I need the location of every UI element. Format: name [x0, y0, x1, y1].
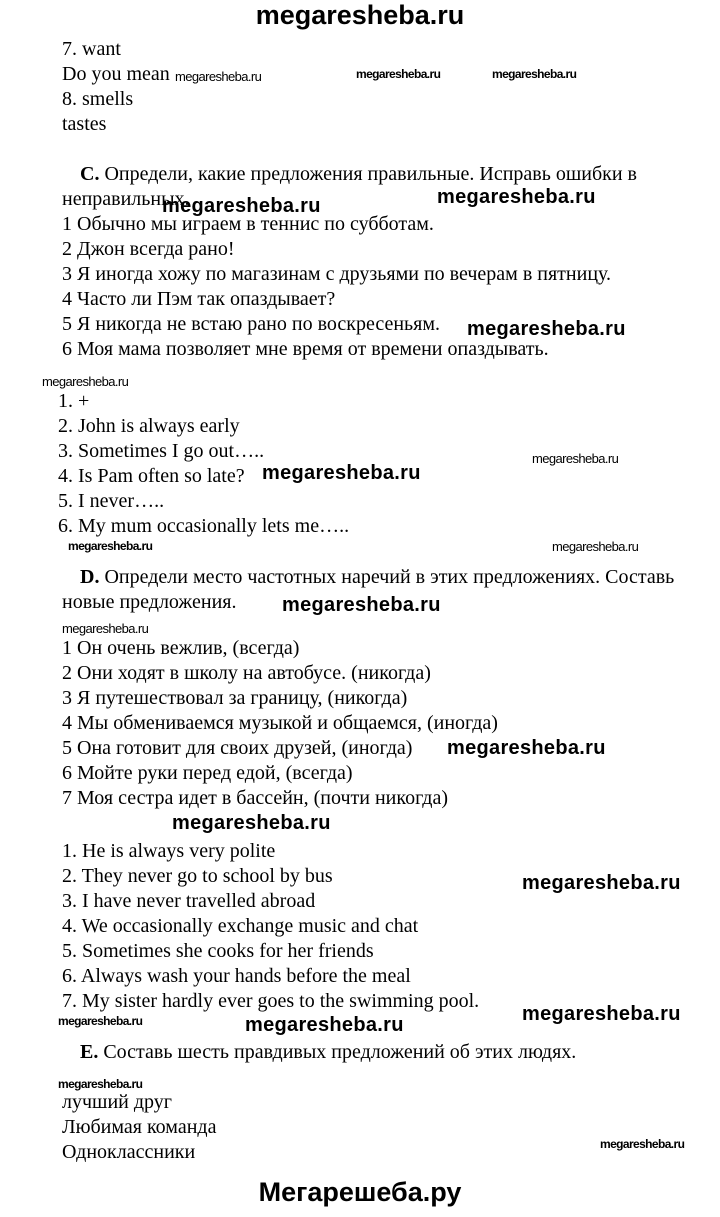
exercise-item: 7 Моя сестра идет в бассейн, (почти никогда): [62, 787, 448, 809]
watermark: megaresheba.ru: [62, 621, 149, 636]
watermark: megaresheba.ru: [437, 186, 596, 208]
exercise-item: 2 Джон всегда рано!: [62, 238, 235, 260]
exercise-item: 4 Часто ли Пэм так опаздывает?: [62, 288, 336, 310]
watermark: megaresheba.ru: [282, 594, 441, 616]
watermark: megaresheba.ru: [262, 462, 421, 484]
site-footer: Мегарешеба.ру: [258, 1177, 462, 1207]
exercise-item: 5 Я никогда не встаю рано по воскресеньям.: [62, 313, 441, 335]
section-letter: E.: [80, 1041, 99, 1063]
exercise-item: 6 Мойте руки перед едой, (всегда): [62, 762, 353, 784]
answer-line: 5. Sometimes she cooks for her friends: [62, 940, 374, 962]
watermark: megaresheba.ru: [162, 195, 321, 217]
watermark: megaresheba.ru: [245, 1014, 404, 1036]
watermark: megaresheba.ru: [522, 1003, 681, 1025]
exercise-item: лучший друг: [62, 1091, 172, 1113]
answer-line: 6. Always wash your hands before the meal: [62, 965, 411, 987]
watermark: megaresheba.ru: [42, 374, 129, 389]
section-letter: C.: [80, 163, 100, 185]
watermark: megaresheba.ru: [447, 737, 606, 759]
answer-line: 7. want: [62, 38, 121, 60]
answer-line: 2. John is always early: [58, 415, 240, 437]
watermark: megaresheba.ru: [492, 67, 577, 81]
watermark: megaresheba.ru: [175, 69, 262, 84]
exercise-item: 1 Обычно мы играем в теннис по субботам.: [62, 213, 434, 235]
answer-line: tastes: [62, 113, 107, 135]
watermark: megaresheba.ru: [356, 67, 441, 81]
section-letter: D.: [80, 566, 100, 588]
site-header: megaresheba.ru: [255, 0, 465, 30]
answer-line: Do you mean: [62, 63, 170, 85]
exercise-item: Любимая команда: [62, 1116, 217, 1138]
exercise-item: 1 Он очень вежлив, (всегда): [62, 637, 300, 659]
section-c-instruction-cont: неправильных.: [62, 188, 190, 210]
watermark: megaresheba.ru: [552, 539, 639, 554]
exercise-item: 5 Она готовит для своих друзей, (иногда): [62, 737, 413, 759]
watermark: megaresheba.ru: [600, 1137, 685, 1151]
answer-line: 2. They never go to school by bus: [62, 865, 333, 887]
section-d-instruction: [80, 565, 674, 589]
watermark: megaresheba.ru: [532, 451, 619, 466]
answer-line: 1. He is always very polite: [62, 840, 276, 862]
watermark: megaresheba.ru: [58, 1014, 143, 1028]
answer-line: 4. Is Pam often so late?: [58, 465, 245, 487]
section-c-instruction: [80, 162, 637, 186]
answer-line: 6. My mum occasionally lets me…..: [58, 515, 350, 537]
section-e-instruction: [80, 1040, 576, 1064]
watermark: megaresheba.ru: [172, 812, 331, 834]
instruction-text: Определи, какие предложения правильные. Исправь ошибки в: [104, 163, 638, 185]
answer-line: 1. +: [58, 390, 90, 412]
answer-line: 8. smells: [62, 88, 134, 110]
watermark: megaresheba.ru: [68, 539, 153, 553]
exercise-item: Одноклассники: [62, 1141, 196, 1163]
watermark: megaresheba.ru: [58, 1077, 143, 1091]
answer-line: 3. I have never travelled abroad: [62, 890, 316, 912]
section-d-instruction-cont: новые предложения.: [62, 591, 237, 613]
answer-line: 5. I never…..: [58, 490, 165, 512]
exercise-item: 2 Они ходят в школу на автобусе. (никогда): [62, 662, 431, 684]
answer-line: 3. Sometimes I go out…..: [58, 440, 265, 462]
answer-line: 4. We occasionally exchange music and chat: [62, 915, 419, 937]
instruction-text: Определи место частотных наречий в этих предложениях. Составь: [104, 566, 675, 588]
exercise-item: 3 Я путешествовал за границу, (никогда): [62, 687, 408, 709]
instruction-text: Составь шесть правдивых предложений об этих людях.: [103, 1041, 577, 1063]
exercise-item: 4 Мы обмениваемся музыкой и общаемся, (иногда): [62, 712, 498, 734]
exercise-item: 6 Моя мама позволяет мне время от времени опаздывать.: [62, 338, 549, 360]
watermark: megaresheba.ru: [467, 318, 626, 340]
exercise-item: 3 Я иногда хожу по магазинам с друзьями по вечерам в пятницу.: [62, 263, 612, 285]
answer-line: 7. My sister hardly ever goes to the swimming pool.: [62, 990, 480, 1012]
watermark: megaresheba.ru: [522, 872, 681, 894]
